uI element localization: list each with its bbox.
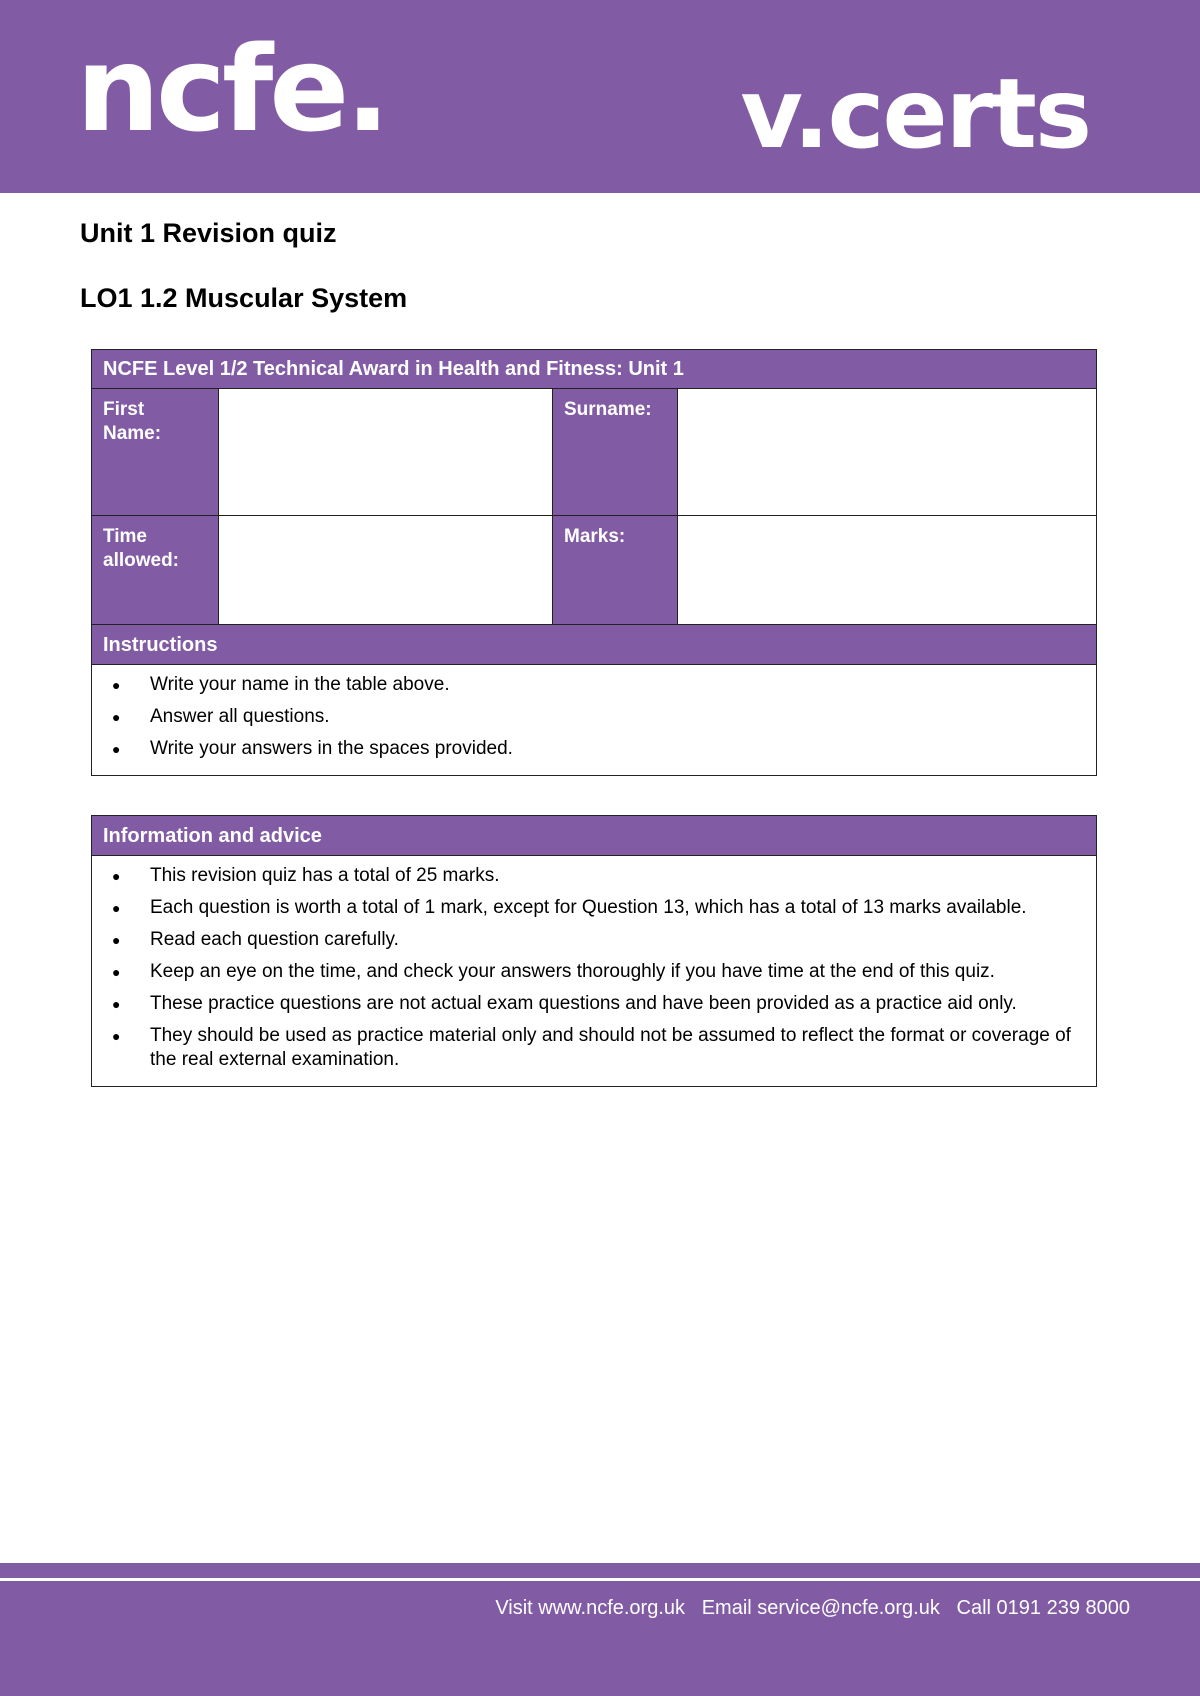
bullet-icon: ● — [112, 932, 121, 948]
information-box — [91, 815, 1097, 1087]
list-item: ● Write your name in the table above. — [112, 674, 450, 695]
bullet-icon: ● — [112, 1028, 121, 1044]
marks-label: Marks: — [553, 516, 678, 627]
marks-field[interactable] — [678, 516, 1097, 627]
bullet-icon: ● — [112, 996, 121, 1012]
list-item: ● Keep an eye on the time, and check your answers thoroughly if you have time at the end of this quiz. — [112, 961, 995, 982]
vcerts-logo: v.certs — [740, 58, 1090, 170]
page-title: Unit 1 Revision quiz — [80, 218, 337, 248]
list-item: ● Write your answers in the spaces provided. — [112, 738, 513, 759]
first-name-label — [92, 389, 219, 516]
list-item: ● These practice questions are not actual exam questions and have been provided as a practice aid only. — [112, 993, 1017, 1014]
page-subtitle: LO1 1.2 Muscular System — [80, 283, 408, 313]
footer-divider — [0, 1563, 1200, 1578]
instructions-heading: Instructions — [92, 625, 1096, 665]
time-label-line2: allowed: — [103, 550, 180, 571]
candidate-details-table — [91, 349, 1097, 627]
information-list — [92, 856, 1096, 1086]
page-header — [0, 0, 1200, 193]
list-item: ● This revision quiz has a total of 25 marks. — [112, 865, 500, 886]
page-footer — [0, 1581, 1200, 1696]
ncfe-logo: ncfe. — [76, 20, 387, 158]
list-item: ● Answer all questions. — [112, 706, 330, 727]
bullet-icon: ● — [112, 741, 121, 757]
bullet-icon: ● — [112, 964, 121, 980]
bullet-icon: ● — [112, 709, 121, 725]
information-heading: Information and advice — [92, 816, 1096, 856]
list-item: ● Read each question carefully. — [112, 929, 399, 950]
bullet-icon: ● — [112, 900, 121, 916]
footer-contact-text: Visit www.ncfe.org.uk Email service@ncfe.org.uk Call 0191 239 8000 — [495, 1597, 1130, 1619]
bullet-icon: ● — [112, 868, 121, 884]
surname-field[interactable] — [678, 389, 1097, 516]
list-item: ● Each question is worth a total of 1 mark, except for Question 13, which has a total of 13 marks available. — [112, 897, 1027, 918]
time-label-line1: Time — [103, 526, 148, 547]
instructions-list — [92, 665, 1096, 775]
first-name-field[interactable] — [219, 389, 553, 516]
time-allowed-field[interactable] — [219, 516, 553, 627]
time-allowed-label — [92, 516, 219, 627]
surname-label: Surname: — [553, 389, 678, 516]
list-item: ● They should be used as practice material only and should not be assumed to reflect the format or coverage of the real external examination. — [112, 1025, 1071, 1070]
first-name-label-line1: First — [103, 399, 145, 420]
bullet-icon: ● — [112, 677, 121, 693]
instructions-box — [91, 624, 1097, 776]
details-table-heading: NCFE Level 1/2 Technical Award in Health and Fitness: Unit 1 — [92, 350, 1097, 389]
first-name-label-line2: Name: — [103, 423, 162, 444]
